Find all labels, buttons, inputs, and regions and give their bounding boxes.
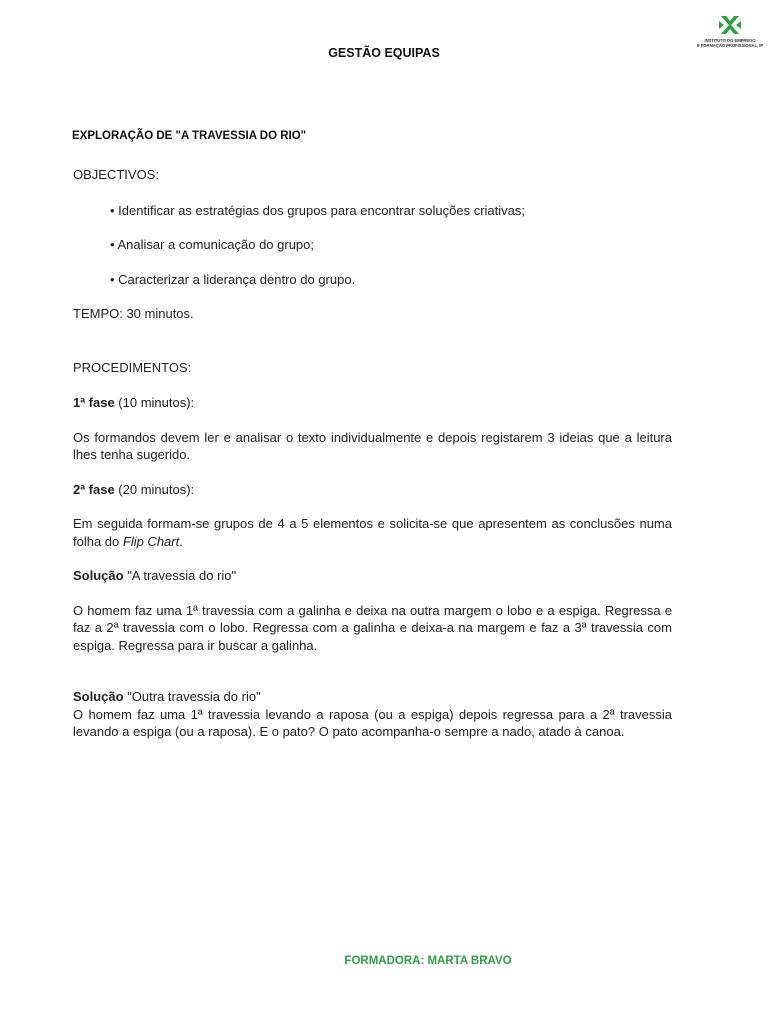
logo-text-line-2: E FORMAÇÃO PROFISSIONAL, IP [696,43,764,48]
solucao1-label: Solução [73,568,124,583]
document-body [73,166,672,741]
fase1-label: 1ª fase [73,395,115,410]
solucao2-label: Solução [73,689,124,704]
solucao2-title: "Outra travessia do rio" [123,689,261,704]
fase2-text-italic: Flip Chart [122,533,180,549]
fase1-time: (10 minutos): [114,395,195,410]
fase1-text: Os formandos devem ler e analisar o texto individualmente e depois registarem 3 ideias que a leitura lhes tenha sugerido. [73,429,672,462]
objective-item: • Analisar a comunicação do grupo; [110,237,315,252]
document-title: GESTÃO EQUIPAS [328,46,440,60]
footer-trainer: FORMADORA: MARTA BRAVO [344,955,512,967]
fase2-heading [73,481,672,499]
section-title: EXPLORAÇÃO DE "A TRAVESSIA DO RIO" [72,130,307,142]
fase1-heading [73,394,672,412]
fase2-text [73,515,672,550]
objective-item: • Identificar as estratégias dos grupos para encontrar soluções criativas; [110,202,525,218]
solucao1-text: O homem faz uma 1ª travessia com a galinha e deixa na outra margem o lobo e a espiga. Regressa e faz a 2ª travessia com o lobo. Regressa com a galinha e deixa-a na margem e faz a 3ª travessia com espiga. Regressa para ir buscar a galinha. [73,602,672,653]
solucao2-heading [73,688,672,706]
tempo-text: TEMPO: 30 minutos. [73,306,194,321]
objective-item: • Caracterizar a liderança dentro do grupo. [110,271,356,287]
fase2-text-main: Em seguida formam-se grupos de 4 a 5 elementos e solicita-se que apresentem as conclusões numa folha do [73,516,672,549]
procedimentos-label: PROCEDIMENTOS: [73,359,192,375]
fase2-text-end: . [179,533,183,549]
fase2-time: (20 minutos): [114,481,195,497]
solucao1-heading [73,567,672,585]
fase2-label: 2ª fase [73,481,115,497]
iefp-cross-logo-icon [718,14,742,36]
objectives-label: OBJECTIVOS: [73,167,159,182]
solucao1-title: "A travessia do rio" [123,568,237,583]
logo-text-line-1: INSTITUTO DO EMPREGO [704,38,756,43]
solucao2-text: O homem faz uma 1ª travessia levando a raposa (ou a espiga) depois regressa para a 2ª travessia levando a espiga (ou a raposa). E o pato? O pato acompanha-o sempre a nado, atado à canoa. [73,706,672,739]
